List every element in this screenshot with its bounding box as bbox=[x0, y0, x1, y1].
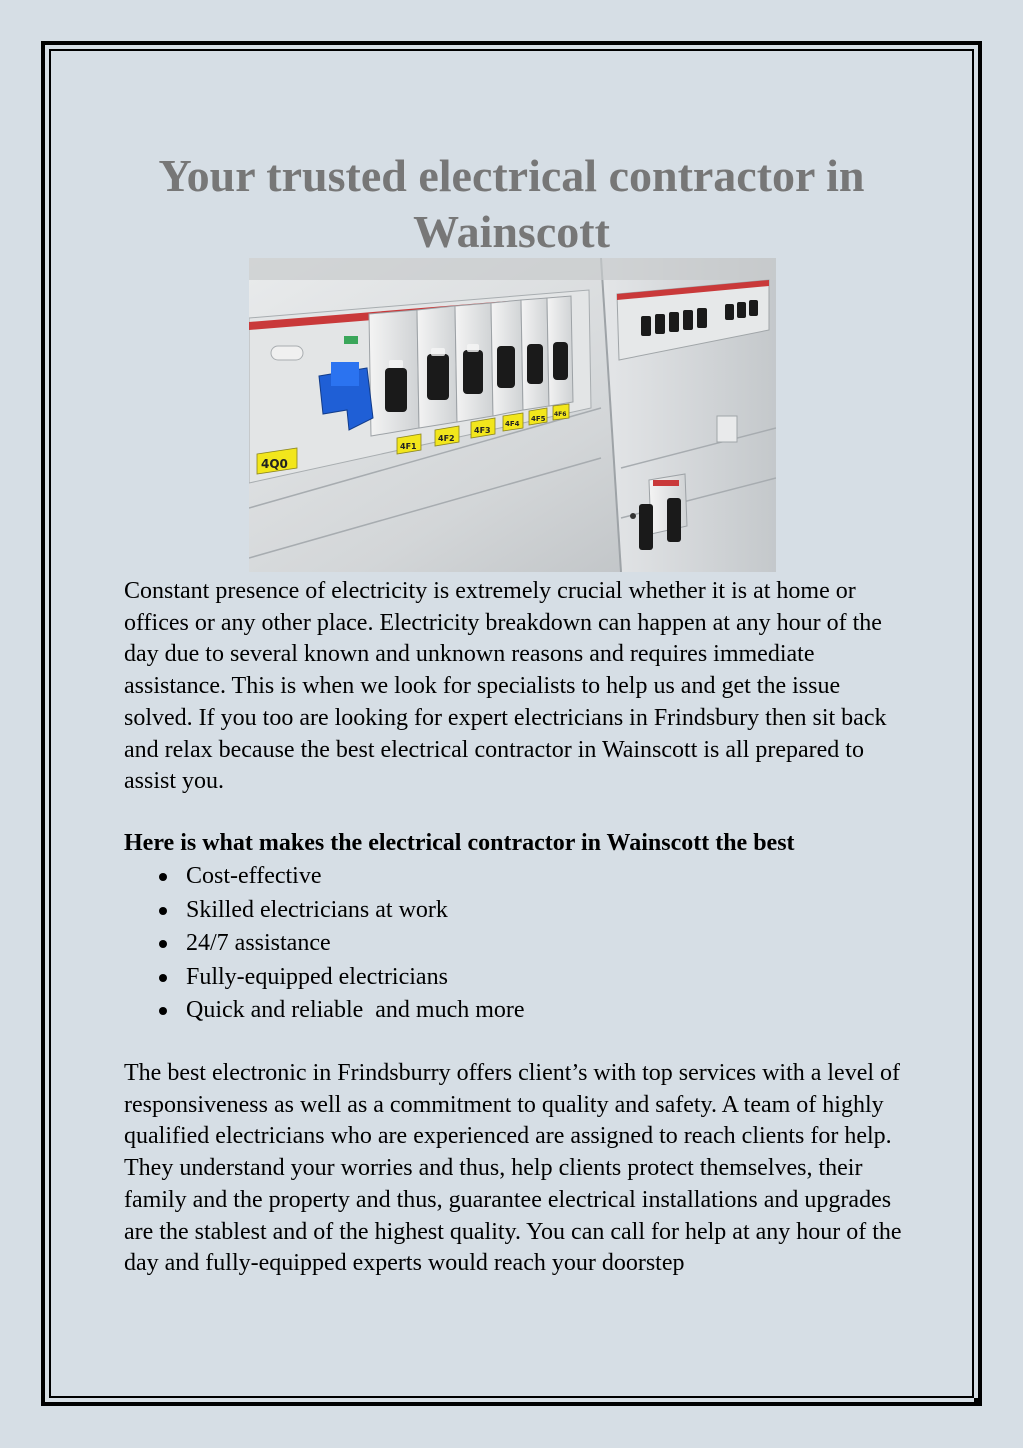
features-heading: Here is what makes the electrical contractor in Wainscott the best bbox=[124, 830, 795, 856]
label-4f4: 4F4 bbox=[505, 420, 520, 428]
label-4q0: 4Q0 bbox=[261, 457, 288, 471]
feature-text: Cost-effective bbox=[186, 863, 322, 889]
feature-text: 24/7 assistance bbox=[186, 930, 331, 957]
page-border-corner bbox=[974, 1398, 982, 1406]
label-4f3: 4F3 bbox=[474, 426, 491, 435]
bullet-icon bbox=[159, 873, 167, 881]
breaker-panel-photo bbox=[249, 258, 776, 572]
list-item bbox=[124, 894, 525, 928]
list-item bbox=[124, 994, 525, 1028]
list-item bbox=[124, 961, 525, 995]
feature-text: Fully-equipped electricians bbox=[186, 963, 448, 990]
bullet-icon bbox=[159, 1007, 167, 1015]
feature-text: Quick and reliable and much more bbox=[186, 997, 525, 1024]
bullet-icon bbox=[159, 940, 167, 948]
list-item bbox=[124, 860, 525, 894]
label-4f2: 4F2 bbox=[438, 434, 455, 443]
features-list bbox=[124, 860, 525, 1028]
bullet-icon bbox=[159, 907, 167, 915]
intro-paragraph: Constant presence of electricity is extremely crucial whether it is at home or offices or any other place. Electricity breakdown can happen at any hour of the day due to several known and unknown reasons and requires immediate assistance. This is when we look for specialists to help us and get the issue solved. If you too are looking for expert electricians in Frindsbury then sit back and relax because the best electrical contractor in Wainscott is all prepared to assist you. bbox=[124, 578, 887, 795]
label-4f6: 4F6 bbox=[554, 411, 567, 418]
list-item bbox=[124, 927, 525, 961]
closing-paragraph: The best electronic in Frindsburry offers client’s with top services with a level of responsiveness as well as a commitment to quality and safety. A team of highly qualified electricians who are experienced are assigned to reach clients for help. They understand your worries and thus, help clients protect themselves, their family and the property and thus, guarantee electrical installations and upgrades are the stablest and of the highest quality. You can call for help at any hour of the day and fully-equipped experts would reach your doorstep bbox=[124, 1060, 902, 1277]
label-4f5: 4F5 bbox=[531, 415, 546, 423]
bullet-icon bbox=[159, 974, 167, 982]
label-4f1: 4F1 bbox=[400, 442, 417, 451]
feature-text: Skilled electricians at work bbox=[186, 896, 448, 923]
page-title: Your trusted electrical contractor in Wainscott bbox=[158, 150, 865, 257]
